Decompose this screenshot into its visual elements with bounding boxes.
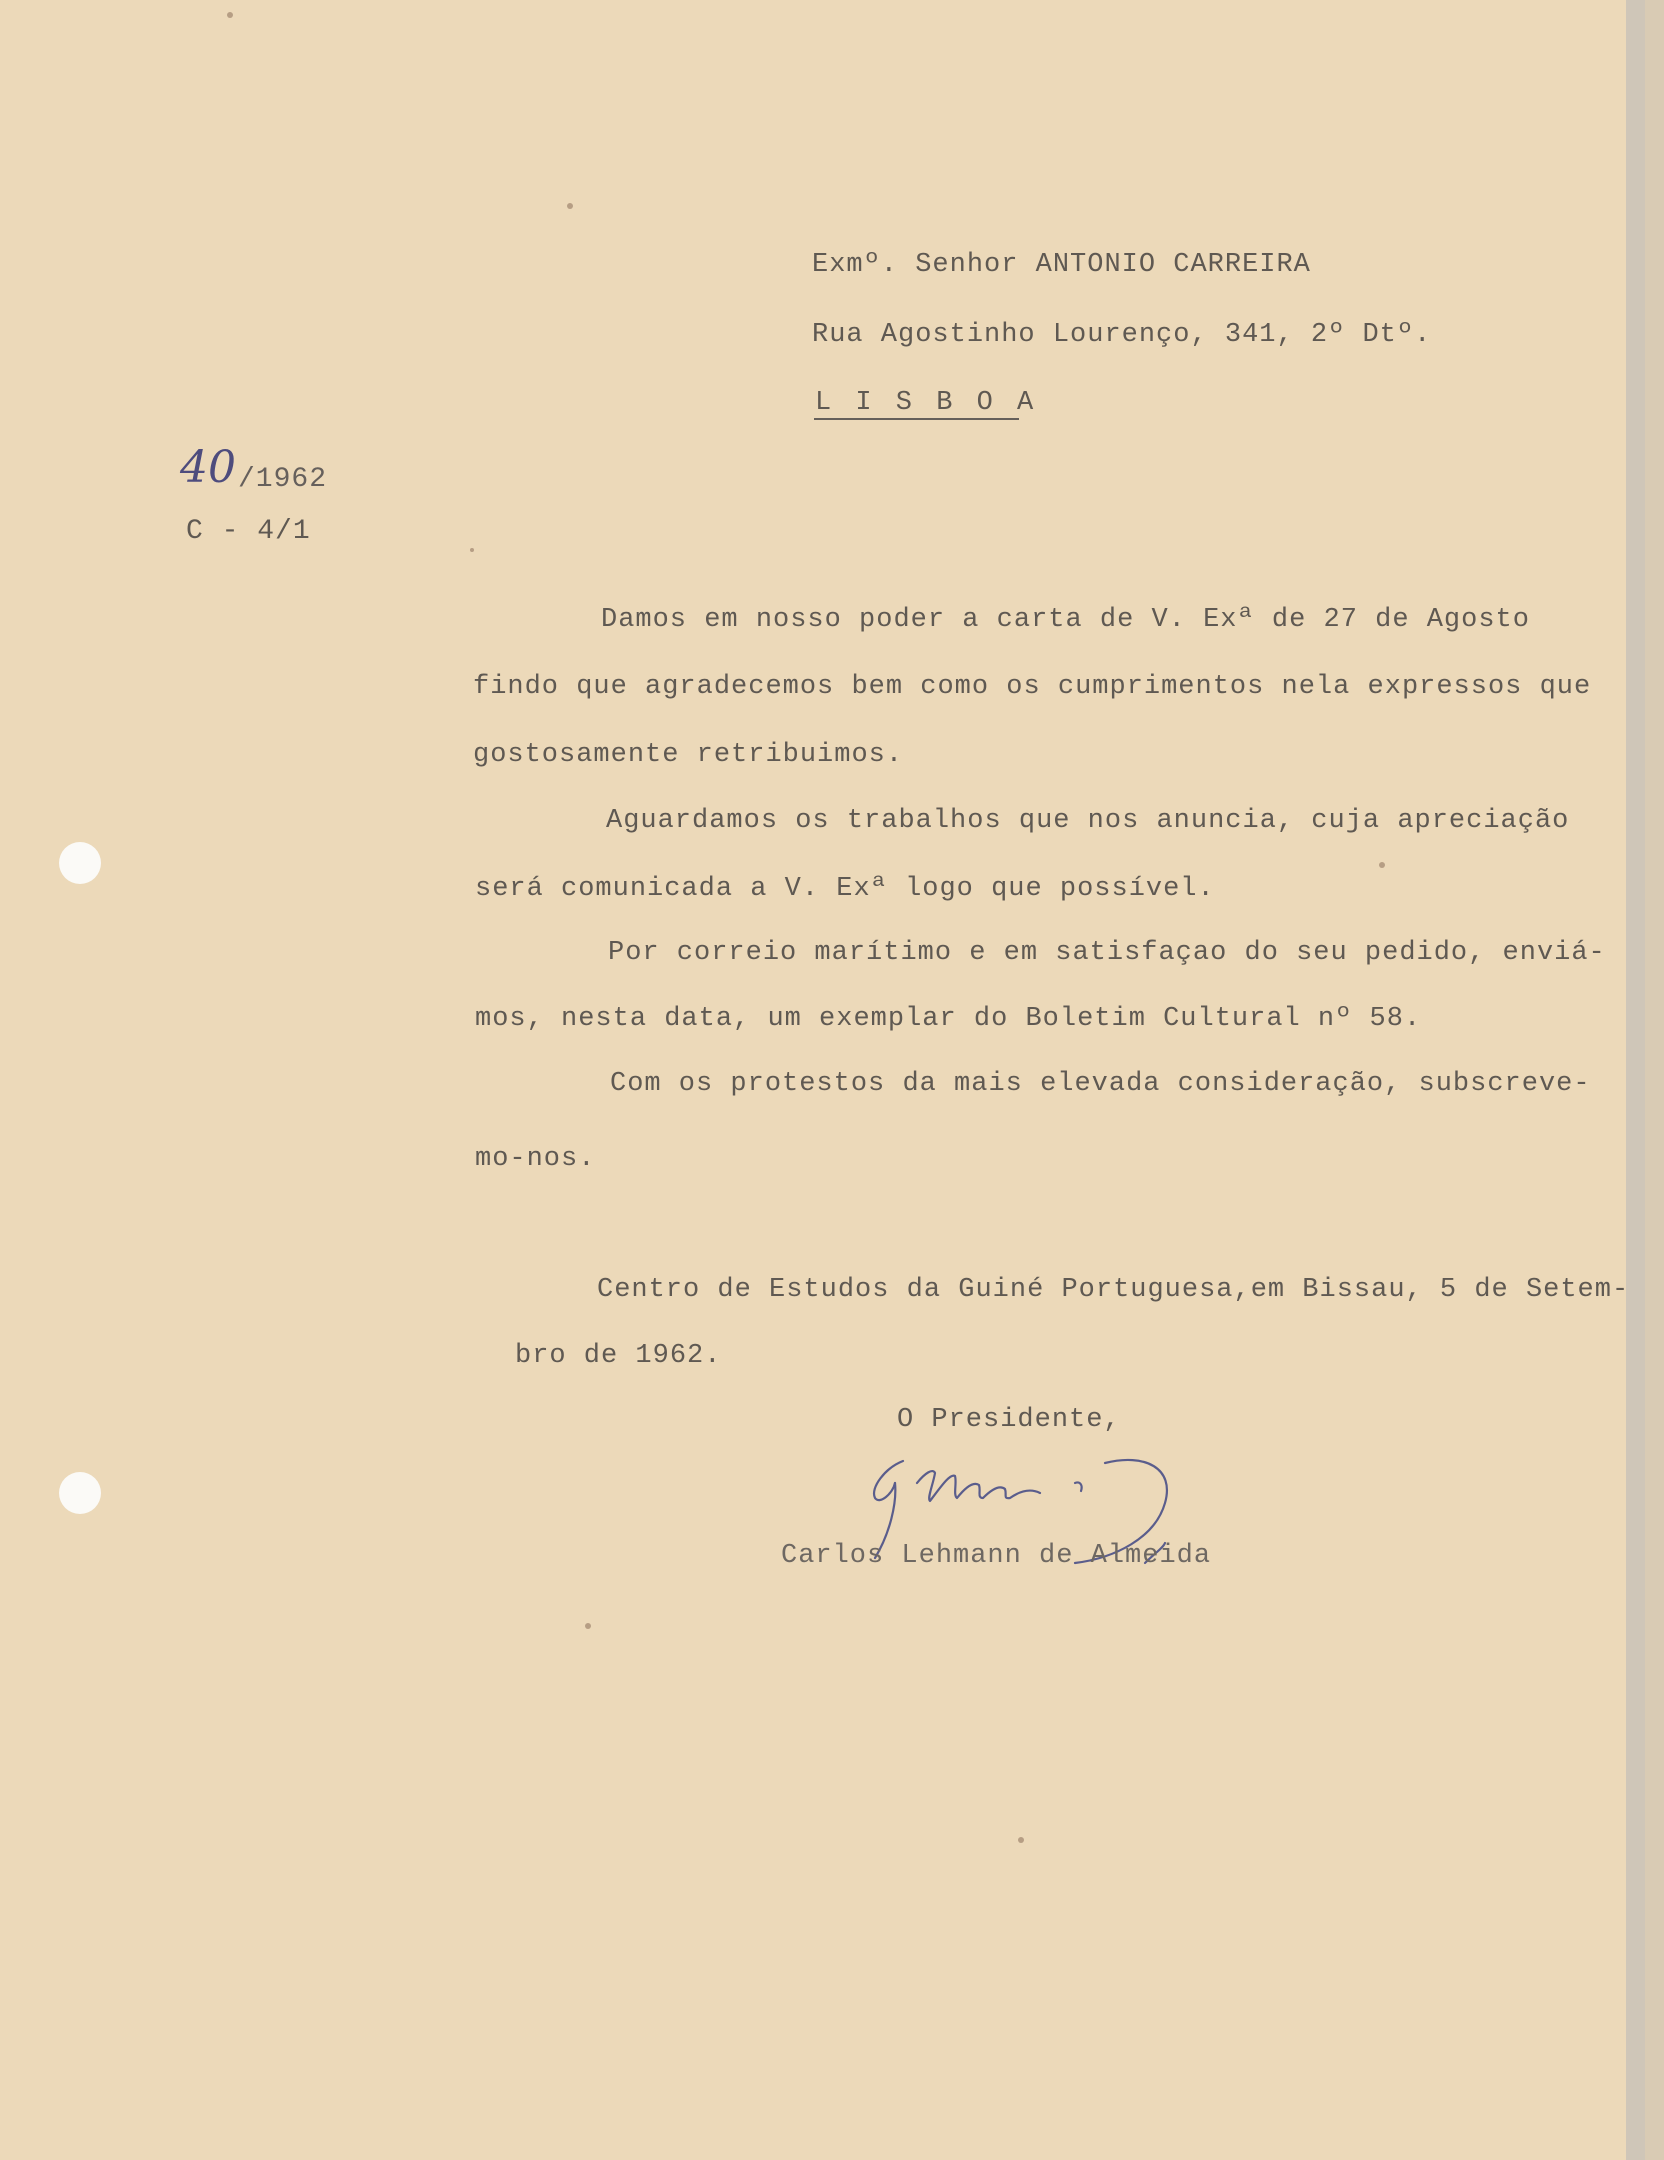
recipient-line: Exmº. Senhor ANTONIO CARREIRA: [812, 250, 1311, 280]
handwritten-reference-number: 40: [180, 442, 236, 493]
place-date-line: bro de 1962.: [515, 1341, 722, 1371]
page-edge: [1626, 0, 1645, 2160]
body-line: findo que agradecemos bem como os cumprimentos nela expressos que: [473, 672, 1592, 702]
signatory-name: Carlos Lehmann de Almeida: [781, 1541, 1212, 1571]
paper-speck: [227, 12, 233, 18]
body-line: Por correio marítimo e em satisfaçao do seu pedido, enviá-: [608, 938, 1606, 968]
punch-hole-bottom: [59, 1472, 101, 1514]
body-line: mos, nesta data, um exemplar do Boletim Cultural nº 58.: [475, 1004, 1422, 1034]
paper-speck: [567, 203, 573, 209]
signatory-title: O Presidente,: [897, 1405, 1121, 1435]
body-line: mo-nos.: [475, 1144, 596, 1174]
reference-year: /1962: [238, 464, 328, 495]
paper-speck: [470, 548, 474, 552]
city-underline: [814, 418, 1019, 420]
paper-speck: [585, 1623, 591, 1629]
recipient-city: L I S B O A: [815, 388, 1038, 418]
recipient-street: Rua Agostinho Lourenço, 341, 2º Dtº.: [812, 320, 1432, 350]
place-date-line: Centro de Estudos da Guiné Portuguesa,em Bissau, 5 de Setem-: [597, 1275, 1630, 1305]
body-line: será comunicada a V. Exª logo que possível.: [475, 874, 1215, 904]
body-line: Com os protestos da mais elevada consideração, subscreve-: [610, 1069, 1591, 1099]
punch-hole-top: [59, 842, 101, 884]
paper-speck: [1379, 862, 1385, 868]
body-line: gostosamente retribuimos.: [473, 740, 904, 770]
reference-code: C - 4/1: [186, 516, 311, 547]
body-line: Damos em nosso poder a carta de V. Exª de 27 de Agosto: [601, 605, 1530, 635]
paper-speck: [1018, 1837, 1024, 1843]
body-line: Aguardamos os trabalhos que nos anuncia, cuja apreciação: [606, 806, 1570, 836]
